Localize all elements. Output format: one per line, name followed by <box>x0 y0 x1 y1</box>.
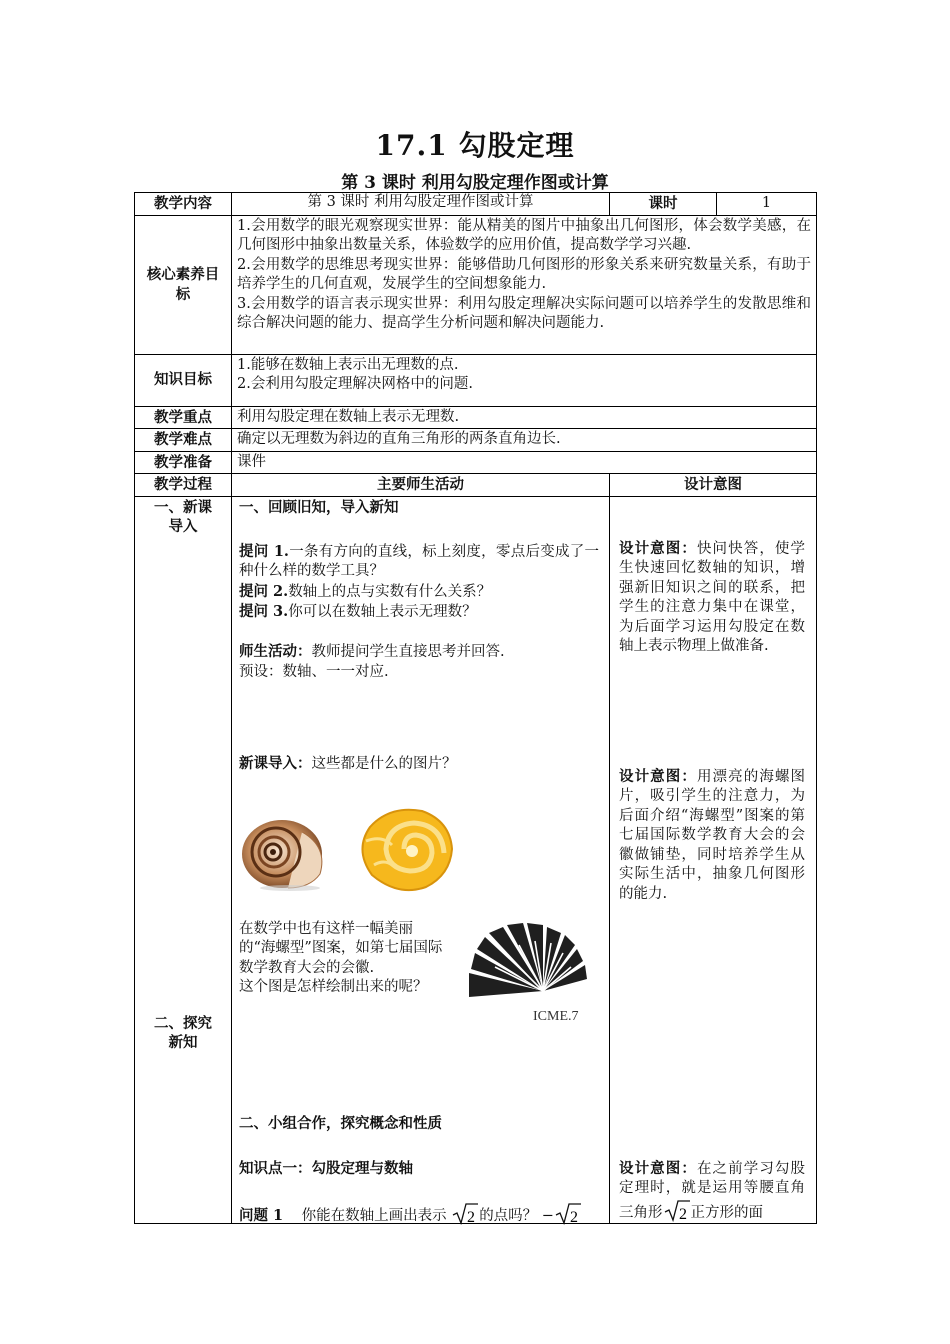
row-core-literacy <box>135 215 817 354</box>
core-goal-2: 2.会用数学的思维思考现实世界：能够借助几何图形的形象关系来研究数量关系，有助于培养学生的几何直观，发展学生的空间想象能力. <box>237 256 811 292</box>
knowledge-goal-2: 2.会利用勾股定理解决网格中的问题. <box>237 376 473 392</box>
prep-value: 课件 <box>232 451 817 474</box>
intent-column-header: 设计意图 <box>610 474 817 497</box>
page-subtitle: 第 3 课时 利用勾股定理作图或计算 <box>341 173 609 193</box>
difficult-label: 教学难点 <box>135 429 232 452</box>
natural-shell-image <box>240 812 330 892</box>
content-label: 教学内容 <box>135 193 232 216</box>
row-key-point <box>135 406 817 429</box>
icme-logo-text: ICME.7 <box>533 1008 579 1024</box>
sqrt-symbol-negative <box>554 1202 582 1226</box>
problem-1: 问题 1 你能在数轴上画出表示 2 的点吗？ − 2 <box>239 1202 609 1227</box>
sqrt-symbol-intent <box>663 1199 691 1223</box>
core-goal-3: 3.会用数学的语言表示现实世界：利用勾股定理解决实际问题可以培养学生的发散思维和综合解决问题的能力、提高学生分析问题和解决问题能力. <box>237 295 811 331</box>
core-label: 核心素养目标 <box>135 215 232 354</box>
period-value: 1 <box>717 193 817 216</box>
content-value: 第 3 课时 利用勾股定理作图或计算 <box>232 193 610 216</box>
activity-column-header: 主要师生活动 <box>232 474 610 497</box>
questions-block <box>239 542 599 683</box>
icme-question: 这个图是怎样绘制出来的呢？ <box>239 979 428 995</box>
cartoon-shell-image <box>352 805 457 895</box>
row-difficult-point <box>135 429 817 452</box>
new-lesson-intro: 新课导入：这些都是什么的图片？ <box>239 754 457 772</box>
row-knowledge <box>135 354 817 406</box>
knowledge-goal-1: 1.能够在数轴上表示出无理数的点. <box>237 356 459 373</box>
stage-explore-label: 二、探究新知 <box>154 1014 212 1051</box>
question-3: 提问 3.你可以在数轴上表示无理数？ <box>239 603 477 620</box>
section1-title: 一、回顾旧知，导入新知 <box>239 498 399 516</box>
intent-column <box>610 496 817 1223</box>
stage-column <box>135 496 232 1223</box>
sqrt-symbol <box>451 1202 479 1226</box>
icme-description: 在数学中也有这样一幅美丽的“海螺型”图案，如第七届国际数学教育大会的会徽. 这个图是怎样绘制出来的呢？ <box>239 920 449 998</box>
intent-3: 设计意图：在之前学习勾股定理时，就是运用等腰直角三角形 2 正方形的面 <box>619 1159 806 1223</box>
row-process-header <box>135 474 817 497</box>
svg-text:2: 2 <box>467 1208 476 1226</box>
knowledge-label: 知识目标 <box>135 354 232 406</box>
process-label: 教学过程 <box>135 474 232 497</box>
knowledge-point-1: 知识点一：勾股定理与数轴 <box>239 1159 413 1177</box>
key-value: 利用勾股定理在数轴上表示无理数. <box>232 406 817 429</box>
svg-text:2: 2 <box>678 1205 687 1223</box>
minus-sign: − <box>541 1207 554 1224</box>
activity-column <box>232 496 610 1226</box>
icme-logo <box>465 923 595 1025</box>
section2-title: 二、小组合作，探究概念和性质 <box>239 1114 442 1132</box>
intent-1: 设计意图：快问快答，使学生快速回忆数轴的知识，增强新旧知识之间的联系，把学生的注意力集中在课堂，为后面学习运用勾股定在数轴上表示物理上做准备. <box>619 539 806 654</box>
teacher-student-activity: 师生活动：教师提问学生直接思考并回答. <box>239 643 505 660</box>
page-title: 17.1 勾股定理 <box>375 129 575 162</box>
row-content <box>135 193 817 216</box>
difficult-value: 确定以无理数为斜边的直角三角形的两条直角边长. <box>232 429 817 452</box>
question-1: 提问 1.一条有方向的直线，标上刻度，零点后变成了一种什么样的数学工具？ <box>239 542 600 579</box>
period-label: 课时 <box>610 193 717 216</box>
svg-text:2: 2 <box>569 1208 578 1226</box>
question-2: 提问 2.数轴上的点与实数有什么关系？ <box>239 582 492 600</box>
row-preparation <box>135 451 817 474</box>
prep-label: 教学准备 <box>135 451 232 474</box>
row-process-body <box>135 496 817 1223</box>
core-goals <box>232 215 817 354</box>
stage-intro-label: 一、新课导入 <box>154 498 212 535</box>
core-goal-1: 1.会用数学的眼光观察现实世界：能从精美的图片中抽象出几何图形，体会数学美感，在几何图形中抽象出数量关系，体验数学的应用价值，提高数学学习兴趣. <box>237 217 811 253</box>
lesson-plan-table <box>134 192 817 1224</box>
intent-2: 设计意图：用漂亮的海螺图片，吸引学生的注意力，为后面介绍“海螺型”图案的第七届国际数学教育大会的会徽做铺垫，同时培养学生从实际生活中，抽象几何图形的能力. <box>619 767 806 902</box>
knowledge-goals <box>232 354 817 406</box>
key-label: 教学重点 <box>135 406 232 429</box>
preset-answer: 预设：数轴、一一对应. <box>239 663 389 680</box>
